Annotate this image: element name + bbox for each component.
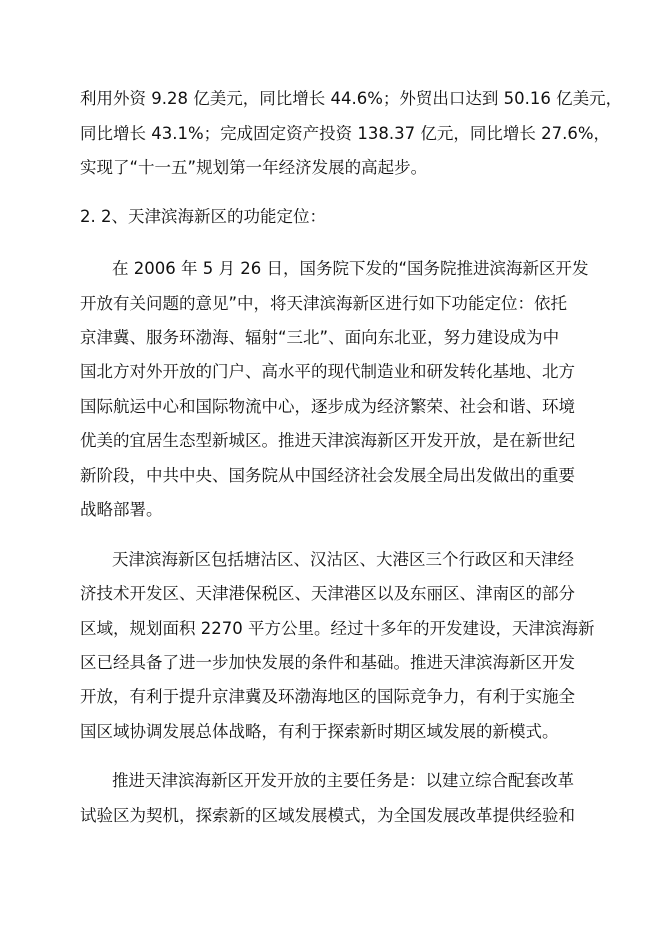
paragraph-line: 新阶段，中共中央、国务院从中国经济社会发展全局出发做出的重要 — [80, 466, 575, 485]
paragraph-line: 在 2006 年 5 月 26 日，国务院下发的“国务院推进滨海新区开发 — [112, 259, 589, 278]
text-line: 利用外资 9.28 亿美元，同比增长 44.6%；外贸出口达到 50.16 亿美元， — [80, 89, 623, 108]
paragraph-line: 试验区为契机，探索新的区域发展模式，为全国发展改革提供经验和 — [80, 806, 575, 825]
paragraph-line: 区已经具备了进一步加快发展的条件和基础。推进天津滨海新区开发 — [80, 653, 575, 672]
paragraph-line: 开放有关问题的意见”中，将天津滨海新区进行如下功能定位：依托 — [80, 294, 568, 313]
paragraph-line: 京津冀、服务环渤海、辐射“三北”、面向东北亚，努力建设成为中 — [80, 328, 560, 347]
paragraph-line: 战略部署。 — [80, 500, 163, 519]
text-line: 实现了“十一五”规划第一年经济发展的高起步。 — [80, 158, 428, 177]
paragraph-line: 推进天津滨海新区开发开放的主要任务是：以建立综合配套改革 — [112, 771, 574, 790]
section-heading: 2. 2、天津滨海新区的功能定位： — [80, 207, 326, 226]
paragraph-line: 国区域协调发展总体战略，有利于探索新时期区域发展的新模式。 — [80, 722, 559, 741]
text-line: 同比增长 43.1%；完成固定资产投资 138.37 亿元，同比增长 27.6%， — [80, 124, 611, 143]
paragraph-line: 区域，规划面积 2270 平方公里。经过十多年的开发建设，天津滨海新 — [80, 619, 595, 638]
paragraph-line: 国际航运中心和国际物流中心，逐步成为经济繁荣、社会和谐、环境 — [80, 397, 575, 416]
paragraph-line: 优美的宜居生态型新城区。推进天津滨海新区开发开放，是在新世纪 — [80, 431, 575, 450]
paragraph-line: 天津滨海新区包括塘沽区、汉沽区、大港区三个行政区和天津经 — [112, 550, 574, 569]
paragraph-line: 国北方对外开放的门户、高水平的现代制造业和研发转化基地、北方 — [80, 362, 575, 381]
paragraph-line: 开放，有利于提升京津冀及环渤海地区的国际竞争力，有利于实施全 — [80, 687, 575, 706]
paragraph-line: 济技术开发区、天津港保税区、天津港区以及东丽区、津南区的部分 — [80, 584, 575, 603]
